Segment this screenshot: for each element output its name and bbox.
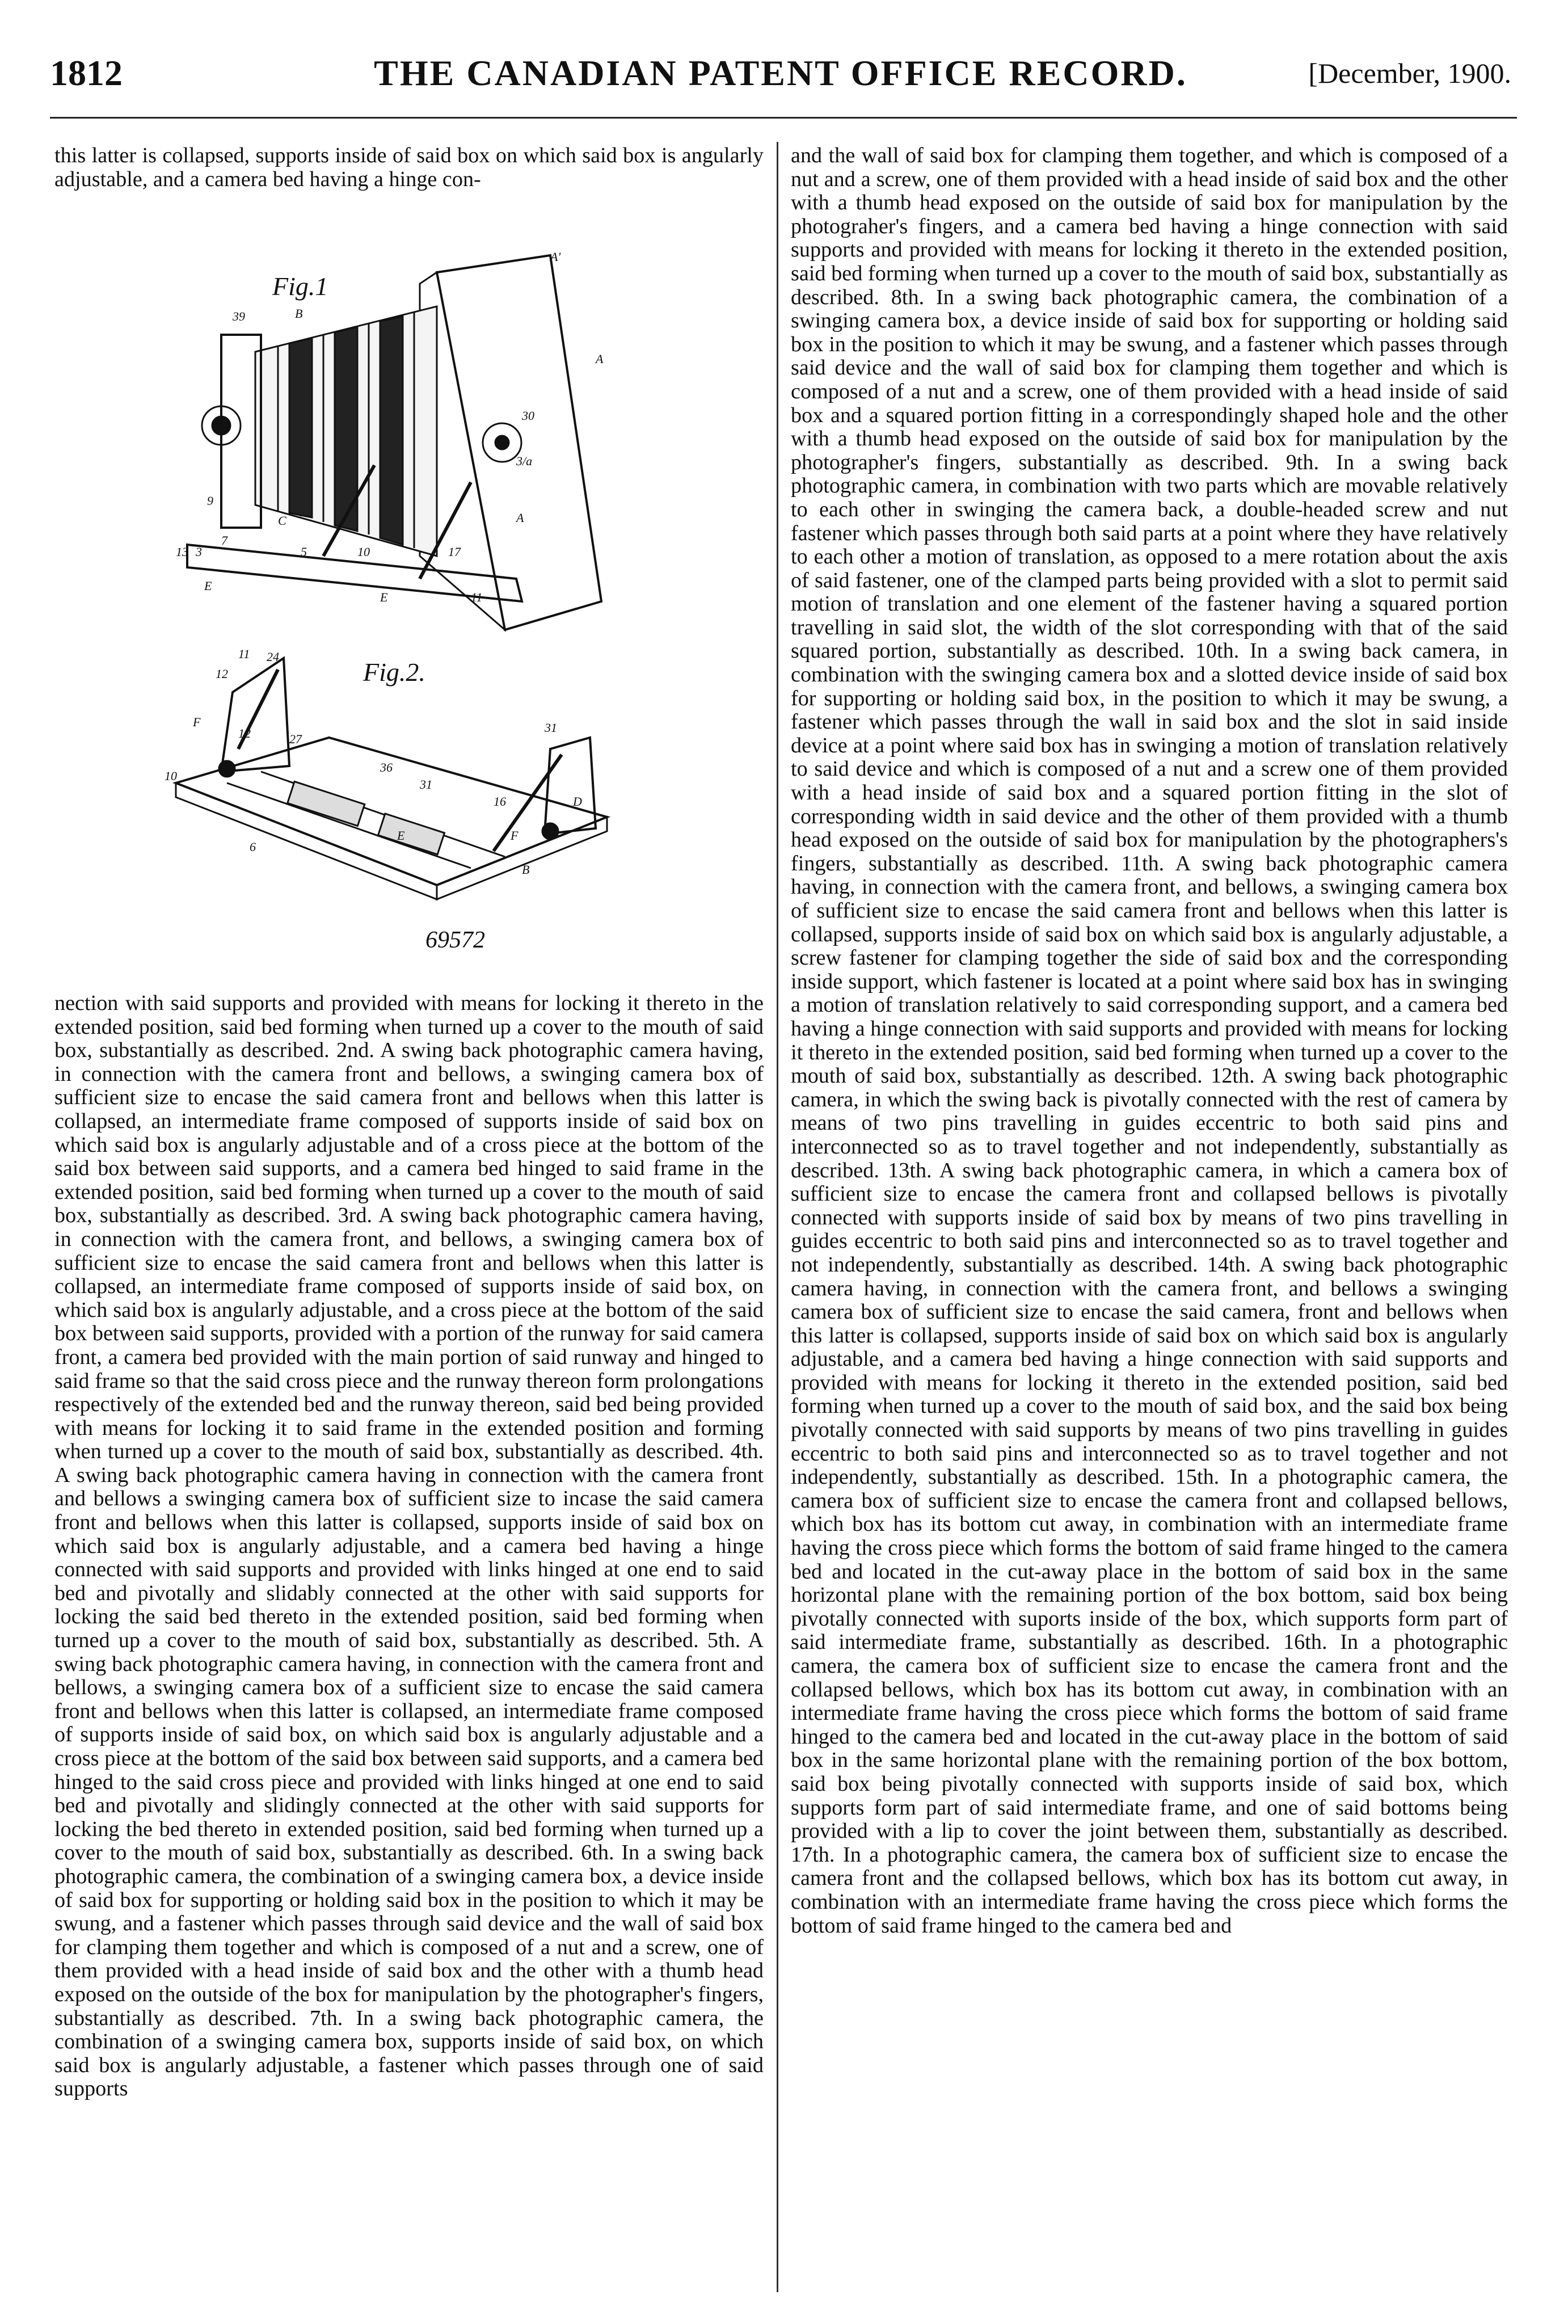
fig2-ref-27: 27 [289,732,302,746]
fig2-ref-b: B [522,862,530,877]
fig1-ref-3: 3 [196,545,202,559]
fig2-ref-d: D [573,794,582,809]
fig1-ref-30: 30 [522,409,534,423]
fig2-ref-6: 6 [250,840,256,854]
issue-date: [December, 1900. [1308,57,1511,89]
fig1-ref-10: 10 [357,545,370,559]
fig1-ref-7: 7 [221,533,227,548]
fig1-ref-13: 13 [176,545,188,559]
fig1-ref-e1: E [204,579,212,593]
fig1-ref-17: 17 [448,545,461,559]
fig2-ref-16: 16 [494,794,506,809]
camera-drawing-svg [153,238,652,965]
left-column-bottom-text: nection with said supports and provided with means for locking it thereto in the extended position, said bed forming when turned up a cover to the mouth of said box, substantially as described. 2nd. A swing back photographic camera having, in connection with the camera front and bellows, a swinging camera box of sufficient size to encase the said camera front and bellows when this latter is collapsed, an intermediate frame composed of supports inside of said box on which said box is angularly adjustable and of a cross piece at the bottom of the said box between said supports, and a camera bed hinged to said frame in the extended position, said bed forming when turned up a cover to the mouth of said box, substantially as described. 3rd. A swing back photographic camera having, in connection with the camera front, and bellows, a swinging camera box of sufficient size to encase the said camera front and bellows when this latter is collapsed, an intermediate frame composed of supports inside of said box, on which said box is angularly adjustable, and a cross piece at the bottom of the said box between said supports, provided with a portion of the runway for said camera front, a camera bed provided with the main portion of said runway and hinged to said frame so that the said cross piece and the runway thereon form prolongations respectively of the extended bed and the runway thereon, said bed being provided with means for locking it to said frame in the extended position and forming when turned up a cover to the mouth of said box, substantially as described. 4th. A swing back photographic camera having in connection with the camera front and bellows a swinging camera box of sufficient size to incase the said camera front and bellows when this latter is collapsed, supports inside of said box on which said box is angularly adjustable, and a camera bed having a hinge connected with said supports and provided with links hinged at one end to said bed and pivotally and slidably connected at the other with said supports for locking the said bed thereto in the extended position, said bed forming when turned up a cover to the mouth of said box, substantially as described. 5th. A swing back photographic camera having, in connection with the camera front and bellows, a swinging camera box of a sufficient size to encase the said camera front and bellows when this latter is collapsed, an intermediate frame composed of supports inside of said box, on which said box is angularly adjustable and a cross piece at the bottom of the said box between said supports, and a camera bed hinged to the said cross piece and provided with links hinged at one end to said bed and pivotally and slidingly connected at the other with said supports for locking the bed thereto in extended position, said bed forming when turned up a cover to the mouth of said box, substantially as described. 6th. In a swing back photographic camera, the combination of a swinging camera box, a device inside of said box for supporting or holding said box in the position to which it may be swung, and a fastener which passes through said device and the wall of said box for clamping them together and which is composed of a nut and a screw, one of them provided with a head inside of said box and the other with a thumb head exposed on the outside of the box for manipulation by the photographer's fingers, substantially as described. 7th. In a swing back photographic camera, the combination of a swinging camera box, supports inside of said box, on which said box is angularly adjustable, a fastener which passes through one of said supports [54,992,764,2101]
patent-drawing [153,238,652,965]
fig2-ref-36: 36 [380,760,393,774]
fig1-ref-b: B [295,306,303,321]
left-column-top-text: this latter is collapsed, supports inside of said box on which said box is angularly adjustable, and a camera bed having a hinge con- [54,144,764,191]
frame-base [176,738,607,885]
fig2-ref-12b: 12 [238,726,251,740]
header-rule [50,117,1517,119]
right-column-text: and the wall of said box for clamping them together, and which is composed of a nut and a screw, one of them provided with a head inside of said box and the other with a thumb head exposed on the outside of said box for manipulation by the photograher's fingers, and a camera bed having a hinge connection with said supports and provided with means for locking it thereto in the extended position, said bed forming when turned up a cover to the mouth of said box, substantially as described. 8th. In a swing back photographic camera, the combination of a swinging camera box, a device inside of said box for supporting or holding said box in the position to which it may be swung, and a fastener which passes through said device and the wall of said box for clamping them together and which is composed of a nut and a screw, one of them provided with a head inside of said box and a squared portion fitting in a correspondingly shaped hole and the other with a thumb head exposed on the outside of said box for manipulation by the photographer's fingers, substantially as described. 9th. In a swing back photographic camera, in combination with two parts which are movable relatively to each other in swinging the camera back, a double-headed screw and nut fastener which passes through both said parts at a point where they have relatively to each other a motion of translation, as opposed to a mere rotation about the axis of said fastener, one of the clamped parts being provided with a slot to permit said motion of translation and one element of the fastener having a squared portion travelling in said slot, the width of the slot corresponding with that of the said squared portion, substantially as described. 10th. In a swing back camera, in combination with the swinging camera box and a slotted device inside of said box for supporting or holding said box, in the position to which it may be swung, a fastener which passes through the wall in said box and the slot in said inside device at a point where said box has in swinging a motion of translation relatively to said device and which is composed of a nut and a screw one of them provided with a head inside of said box and a squared portion fitting in the slot of corresponding width in said device and the other of them provided with a thumb head exposed on the outside of said box for manipulation by the photographers's fingers, substantially as described. 11th. A swing back photographic camera having, in connection with the camera front, and bellows, a swinging camera box of sufficient size to encase the said camera front and bellows when this latter is collapsed, supports inside of said box on which said box is angularly adjustable, a screw fastener for clamping together the side of said box and the corresponding inside support, which fastener is located at a point where said box has in swinging a motion of translation relatively to said corresponding support, and a camera bed having a hinge connection with said supports and provided with means for locking it thereto in the extended position, said bed forming when turned up a cover to the mouth of said box, substantially as described. 12th. A swing back photographic camera, in which the swing back is pivotally connected with the rest of camera by means of two pins travelling in guides eccentric to both said pins and interconnected so as to travel together and not independently, substantially as described. 13th. A swing back photographic camera, in which a camera box of sufficient size to encase the camera front and collapsed bellows is pivotally connected with supports inside of said box by means of two pins travelling in guides eccentric to both said pins and interconnected so as to travel together and not independently, substantially as described. 14th. A swing back photographic camera having, in connection with the camera front, and bellows a swinging camera box of sufficient size to encase the said camera, front and bellows when this latter is collapsed, supports inside of said box on which said box is angularly adjustable, and a camera bed having a hinge connection with said supports and provided with means for locking it thereto in the extended position, said bed forming when turned up a cover to the mouth of said box, and the said box being pivotally connected with said supports by means of two pins travelling in guides eccentric to both said pins and interconnected so as to travel together and not independently, substantially as described. 15th. In a photographic camera, the camera box of sufficient size to encase the camera front and collapsed bellows, which box has its bottom cut away, in combination with an intermediate frame having the cross piece which forms the bottom of said frame hinged to the camera bed and located in the cut-away place in the bottom of said box in the same horizontal plane with the remaining portion of the box bottom, said box being pivotally connected with suports inside of the box, which supports form part of said intermediate frame, substantially as described. 16th. In a photographic camera, the camera box of sufficient size to encase the camera front and the collapsed bellows, which box has its bottom cut away, in combination with an intermediate frame having the cross piece which forms the bottom of said frame hinged to the camera bed and located in the cut-away place in the bottom of said box in the same horizontal plane with the remaining portion of the box bottom, said box being pivotally connected with supports inside of said box, which supports form part of said intermediate frame, and one of said bottoms being provided with a lip to cover the joint between them, substantially as described. 17th. In a photographic camera, the camera box of sufficient size to encase the camera front and the collapsed bellows, which box has its bottom cut away, in combination with an intermediate frame having the cross piece which forms the bottom of said frame hinged to the camera bed and [791,144,1508,1938]
fig1-ref-9: 9 [207,494,213,508]
fig1-ref-a3: A [516,511,524,525]
fig2-label: Fig.2. [363,658,425,687]
page-header [50,52,1511,98]
fig2-ref-f1: F [193,715,201,729]
fig1-drawing [176,250,604,630]
fig2-ref-11: 11 [238,647,250,661]
left-column-top [54,144,764,191]
fig2-ref-24: 24 [267,650,279,664]
fig2-ref-10: 10 [165,769,177,783]
fig2-drawing [165,647,607,953]
right-support [545,738,596,834]
fig2-ref-f2: F [511,828,519,843]
publication-title: THE CANADIAN PATENT OFFICE RECORD. [374,53,1187,93]
fig2-ref-12: 12 [216,667,228,681]
fig1-ref-39: 39 [233,309,245,323]
fig1-label: Fig.1 [272,272,328,301]
fig2-ref-e: E [397,828,405,843]
left-column-bottom [54,992,764,2291]
fig1-ref-a2: A [596,352,604,366]
patent-number: 69572 [425,927,485,953]
fig1-ref-5: 5 [301,545,307,559]
page-number: 1812 [50,53,123,93]
fig1-ref-a1: A' [550,250,561,264]
fig1-ref-3a: 3/a [516,454,533,468]
right-column [791,144,1508,2292]
fig2-ref-31b: 31 [545,721,557,735]
column-divider [777,142,778,2292]
fig1-ref-c: C [278,513,286,528]
fig1-ref-11: 11 [471,590,483,604]
fig1-ref-e2: E [380,590,388,604]
fig2-ref-31: 31 [420,777,432,791]
